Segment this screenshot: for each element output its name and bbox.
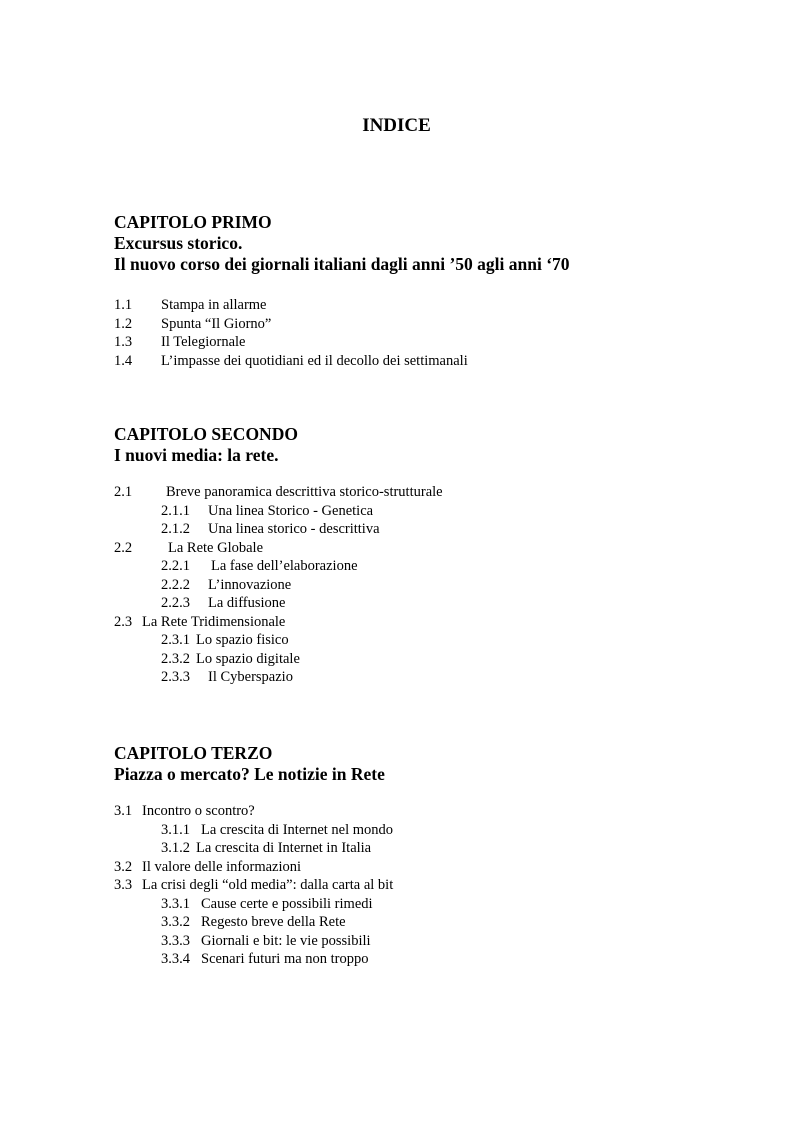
toc-entry: [114, 876, 754, 895]
entry-text: La fase dell’elaborazione: [211, 558, 358, 574]
entry-number: 3.1.2: [161, 840, 190, 856]
entry-text: Lo spazio fisico: [196, 632, 289, 648]
entry-number: 2.2.1: [161, 558, 190, 574]
toc-entry: [114, 483, 754, 502]
toc-entry: [114, 895, 754, 914]
entry-text: Cause certe e possibili rimedi: [201, 895, 373, 912]
toc-entry: [114, 950, 754, 969]
chapter-1: [114, 212, 754, 370]
toc-entry: [114, 858, 754, 877]
chapter-subtitle-2: Il nuovo corso dei giornali italiani dagli anni ’50 agli anni ‘70: [114, 254, 570, 274]
toc-entry: [114, 650, 754, 669]
entry-number: 2.2.3: [161, 595, 190, 611]
entry-text: Scenari futuri ma non troppo: [201, 951, 369, 967]
toc-entry: [114, 352, 754, 371]
chapter-label: CAPITOLO PRIMO: [114, 212, 272, 232]
entry-text: Stampa in allarme: [161, 297, 267, 313]
entry-text: L’impasse dei quotidiani ed il decollo dei settimanali: [161, 352, 468, 369]
toc-entry: [114, 631, 754, 650]
chapter-subtitle: Piazza o mercato? Le notizie in Rete: [114, 764, 385, 784]
chapter-label: CAPITOLO TERZO: [114, 743, 273, 763]
entry-text: La crescita di Internet nel mondo: [201, 821, 394, 838]
toc-entry: [114, 520, 754, 539]
toc-entry: [114, 333, 754, 352]
entry-number: 2.3.2: [161, 650, 190, 667]
entry-number: 2.1.1: [161, 502, 190, 519]
toc-entry: [114, 296, 754, 315]
entry-text: Il Telegiornale: [161, 334, 246, 350]
entry-text: La diffusione: [208, 595, 286, 611]
entry-number: 2.3: [114, 613, 133, 630]
entry-text: Regesto breve della Rete: [201, 914, 346, 930]
entry-text: Incontro o scontro?: [142, 803, 255, 819]
entry-number: 3.1.1: [161, 821, 190, 838]
toc-entry: [114, 315, 754, 334]
page-title: INDICE: [362, 115, 431, 136]
entry-text: Lo spazio digitale: [196, 650, 300, 667]
entry-text: La crescita di Internet in Italia: [196, 840, 372, 856]
entry-text: La Rete Globale: [168, 539, 264, 556]
toc-entry: [114, 668, 754, 687]
chapter-2: [114, 424, 754, 687]
toc-entry: [114, 576, 754, 595]
entry-number: 1.2: [114, 315, 133, 332]
entry-number: 1.3: [114, 334, 133, 350]
entry-number: 2.3.1: [161, 632, 190, 648]
toc-entry: [114, 557, 754, 576]
chapter-label: CAPITOLO SECONDO: [114, 424, 298, 444]
chapter-3: [114, 743, 754, 969]
entry-number: 3.3.3: [161, 932, 190, 949]
entry-text: Il Cyberspazio: [208, 669, 293, 685]
entry-text: Una linea Storico - Genetica: [208, 502, 374, 519]
toc-entry: [114, 502, 754, 521]
toc-entry: [114, 802, 754, 821]
entry-number: 2.1.2: [161, 521, 190, 537]
entry-number: 2.1: [114, 484, 133, 500]
entry-number: 2.3.3: [161, 669, 190, 685]
entry-number: 2.2.2: [161, 576, 190, 593]
entry-number: 1.4: [114, 352, 133, 369]
toc-entry: [114, 913, 754, 932]
chapter-2-entries: [114, 483, 754, 687]
chapter-1-entries: [114, 296, 754, 370]
toc-entry: [114, 839, 754, 858]
entry-text: La crisi degli “old media”: dalla carta al bit: [142, 877, 394, 893]
entry-number: 3.3.2: [161, 914, 190, 930]
entry-number: 1.1: [114, 297, 133, 313]
chapter-3-entries: [114, 802, 754, 969]
entry-number: 3.3.1: [161, 895, 190, 912]
toc-entry: [114, 594, 754, 613]
entry-text: Il valore delle informazioni: [142, 858, 302, 875]
entry-number: 2.2: [114, 539, 133, 556]
entry-number: 3.3: [114, 877, 133, 893]
entry-text: Spunta “Il Giorno”: [161, 315, 272, 332]
entry-text: Breve panoramica descrittiva storico-strutturale: [166, 484, 443, 500]
chapter-subtitle: I nuovi media: la rete.: [114, 445, 279, 465]
toc-entry: [114, 932, 754, 951]
entry-text: Giornali e bit: le vie possibili: [201, 932, 371, 949]
toc-entry: [114, 539, 754, 558]
toc-entry: [114, 821, 754, 840]
entry-text: L’innovazione: [208, 576, 292, 593]
entry-text: Una linea storico - descrittiva: [208, 521, 380, 537]
entry-number: 3.2: [114, 858, 133, 875]
entry-text: La Rete Tridimensionale: [142, 613, 286, 630]
entry-number: 3.3.4: [161, 951, 190, 967]
chapter-subtitle: Excursus storico.: [114, 233, 243, 253]
toc-entry: [114, 613, 754, 632]
entry-number: 3.1: [114, 803, 133, 819]
